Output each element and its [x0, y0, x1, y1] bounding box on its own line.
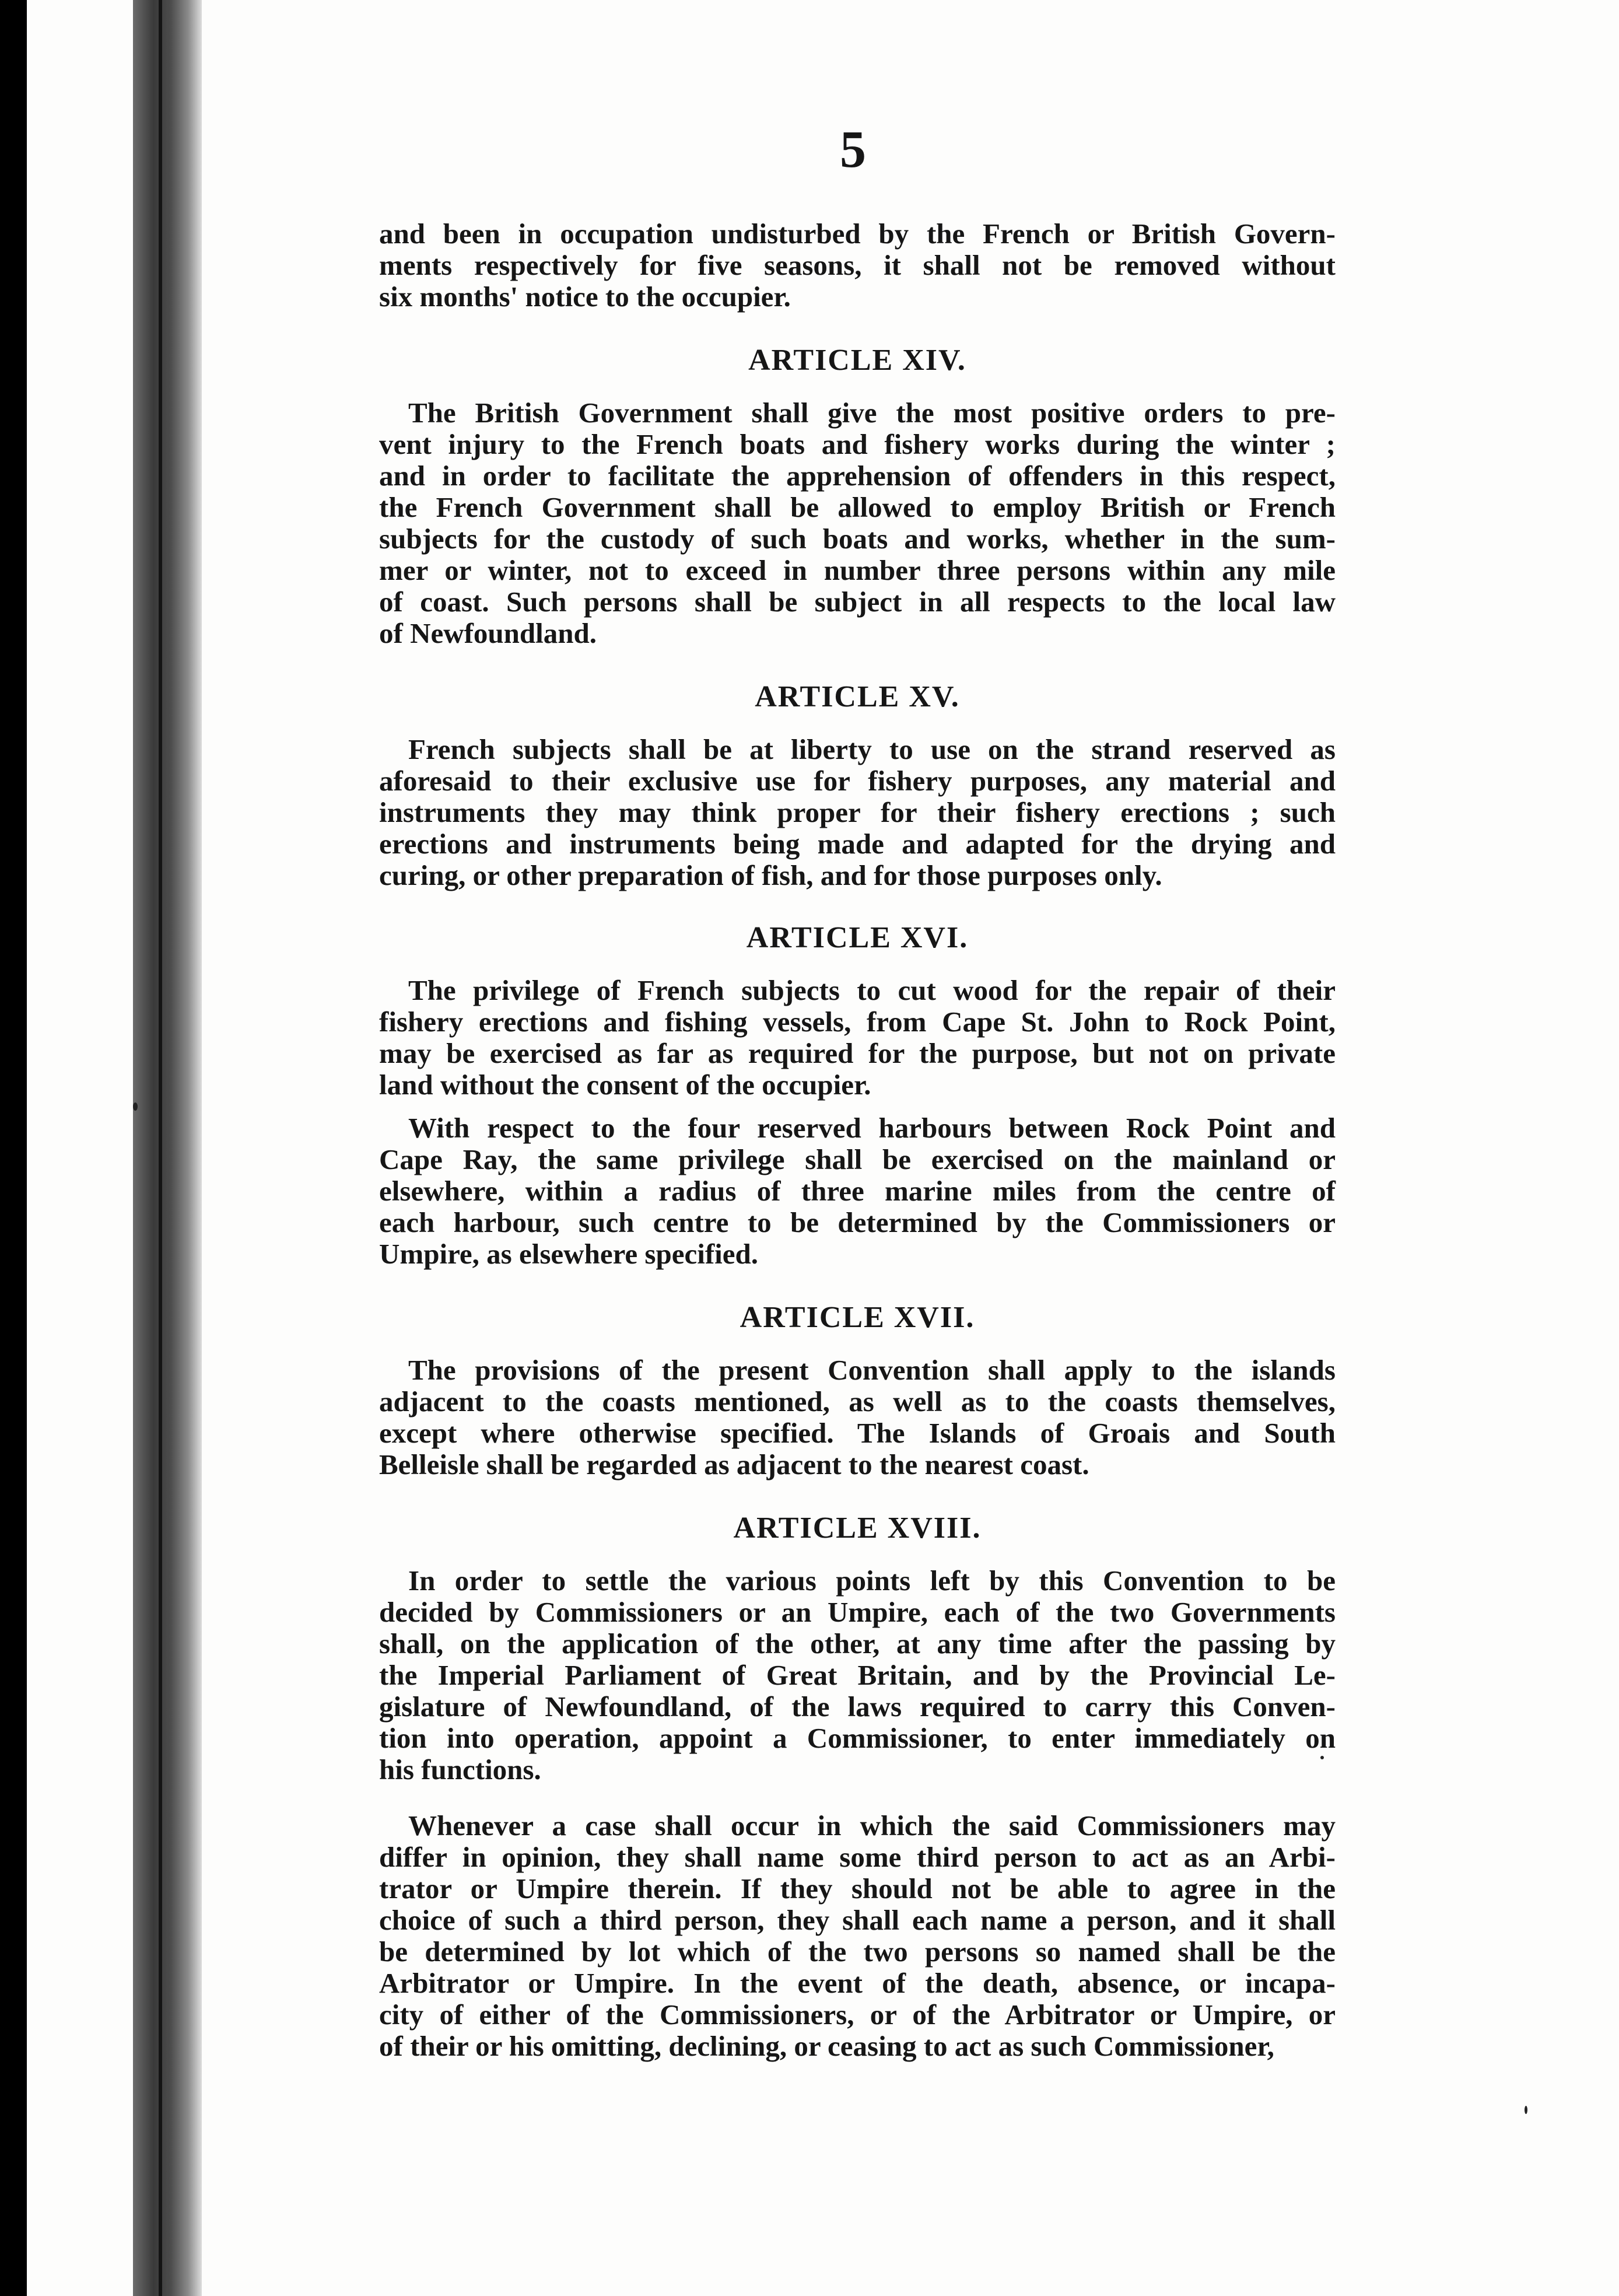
- text-line: fishery erections and fishing vessels, from Cape St. John to Rock Point,: [379, 1006, 1336, 1038]
- paragraph: [379, 734, 1336, 891]
- binding-shadow: [133, 0, 202, 2296]
- document-body: [379, 198, 1336, 2062]
- text-line: Whenever a case shall occur in which the said Commissioners may: [408, 1810, 1336, 1842]
- paragraph: [379, 218, 1336, 313]
- text-line: gislature of Newfoundland, of the laws required to carry this Conven-: [379, 1690, 1336, 1723]
- text-line: curing, or other preparation of fish, and for those purposes only.: [379, 859, 1162, 891]
- text-line: the Imperial Parliament of Great Britain, and by the Provincial Le-: [379, 1659, 1336, 1691]
- text-line: city of either of the Commissioners, or of the Arbitrator or Umpire, or: [379, 1999, 1336, 2031]
- article-heading: ARTICLE XV.: [755, 680, 960, 713]
- text-line: The British Government shall give the most positive orders to pre-: [408, 397, 1336, 429]
- text-line: be determined by lot which of the two persons so named shall be the: [379, 1936, 1336, 1968]
- print-speck: [1525, 2106, 1527, 2114]
- paragraph: [379, 1354, 1336, 1480]
- text-line: Arbitrator or Umpire. In the event of the death, absence, or incapa-: [379, 1967, 1336, 1999]
- paragraph: [379, 1810, 1336, 2062]
- text-line: The provisions of the present Convention shall apply to the islands: [408, 1354, 1336, 1386]
- text-line: tion into operation, appoint a Commissioner, to enter immediately on: [379, 1722, 1336, 1754]
- paragraph: [379, 1112, 1336, 1270]
- text-line: his functions.: [379, 1754, 541, 1786]
- text-line: and in order to facilitate the apprehension of offenders in this respect,: [379, 460, 1336, 492]
- text-line: The privilege of French subjects to cut wood for the repair of their: [408, 974, 1336, 1006]
- print-speck: [133, 1102, 138, 1111]
- article-heading: ARTICLE XVII.: [740, 1301, 975, 1334]
- text-line: aforesaid to their exclusive use for fishery purposes, any material and: [379, 765, 1336, 797]
- text-line: subjects for the custody of such boats and works, whether in the sum-: [379, 523, 1336, 555]
- text-line: each harbour, such centre to be determined by the Commissioners or: [379, 1206, 1336, 1238]
- article-heading: ARTICLE XVI.: [746, 921, 969, 954]
- text-line: In order to settle the various points left by this Convention to be: [408, 1564, 1336, 1597]
- text-line: shall, on the application of the other, at any time after the passing by: [379, 1628, 1336, 1660]
- text-line: trator or Umpire therein. If they should not be able to agree in the: [379, 1873, 1336, 1905]
- text-line: except where otherwise specified. The Islands of Groais and South: [379, 1417, 1336, 1449]
- paragraph: [379, 1565, 1336, 1786]
- text-line: may be exercised as far as required for the purpose, but not on private: [379, 1037, 1336, 1069]
- text-line: decided by Commissioners or an Umpire, each of the two Governments: [379, 1596, 1336, 1628]
- text-line: elsewhere, within a radius of three marine miles from the centre of: [379, 1175, 1336, 1207]
- film-edge-bar: [0, 0, 27, 2296]
- text-line: of their or his omitting, declining, or ceasing to act as such Commissioner,: [379, 2030, 1274, 2062]
- text-line: of coast. Such persons shall be subject in all respects to the local law: [379, 586, 1336, 618]
- text-line: vent injury to the French boats and fishery works during the winter ;: [379, 428, 1336, 460]
- text-line: ments respectively for five seasons, it shall not be removed without: [379, 249, 1336, 281]
- article-heading: ARTICLE XIV.: [748, 344, 966, 377]
- text-line: land without the consent of the occupier.: [379, 1069, 871, 1101]
- text-line: French subjects shall be at liberty to use on the strand reserved as: [408, 733, 1336, 765]
- paragraph: [379, 397, 1336, 649]
- paragraph: [379, 975, 1336, 1101]
- text-line: erections and instruments being made and adapted for the drying and: [379, 828, 1336, 860]
- text-line: six months' notice to the occupier.: [379, 281, 791, 313]
- text-line: instruments they may think proper for their fishery erections ; such: [379, 796, 1336, 828]
- text-line: Cape Ray, the same privilege shall be exercised on the mainland or: [379, 1143, 1336, 1175]
- text-line: the French Government shall be allowed to employ British or French: [379, 491, 1336, 523]
- text-line: mer or winter, not to exceed in number three persons within any mile: [379, 554, 1336, 586]
- print-speck: [1320, 1756, 1324, 1759]
- text-line: choice of such a third person, they shall each name a person, and it shall: [379, 1904, 1336, 1936]
- page-number: 5: [840, 121, 866, 178]
- text-line: Umpire, as elsewhere specified.: [379, 1238, 759, 1270]
- text-line: of Newfoundland.: [379, 617, 597, 649]
- binding-line: [159, 0, 162, 2296]
- text-line: differ in opinion, they shall name some third person to act as an Arbi-: [379, 1841, 1336, 1873]
- text-line: With respect to the four reserved harbours between Rock Point and: [408, 1112, 1336, 1144]
- article-heading: ARTICLE XVIII.: [733, 1511, 982, 1545]
- text-line: Belleisle shall be regarded as adjacent to the nearest coast.: [379, 1448, 1089, 1480]
- text-line: and been in occupation undisturbed by the French or British Govern-: [379, 218, 1336, 250]
- text-line: adjacent to the coasts mentioned, as well as to the coasts themselves,: [379, 1385, 1336, 1418]
